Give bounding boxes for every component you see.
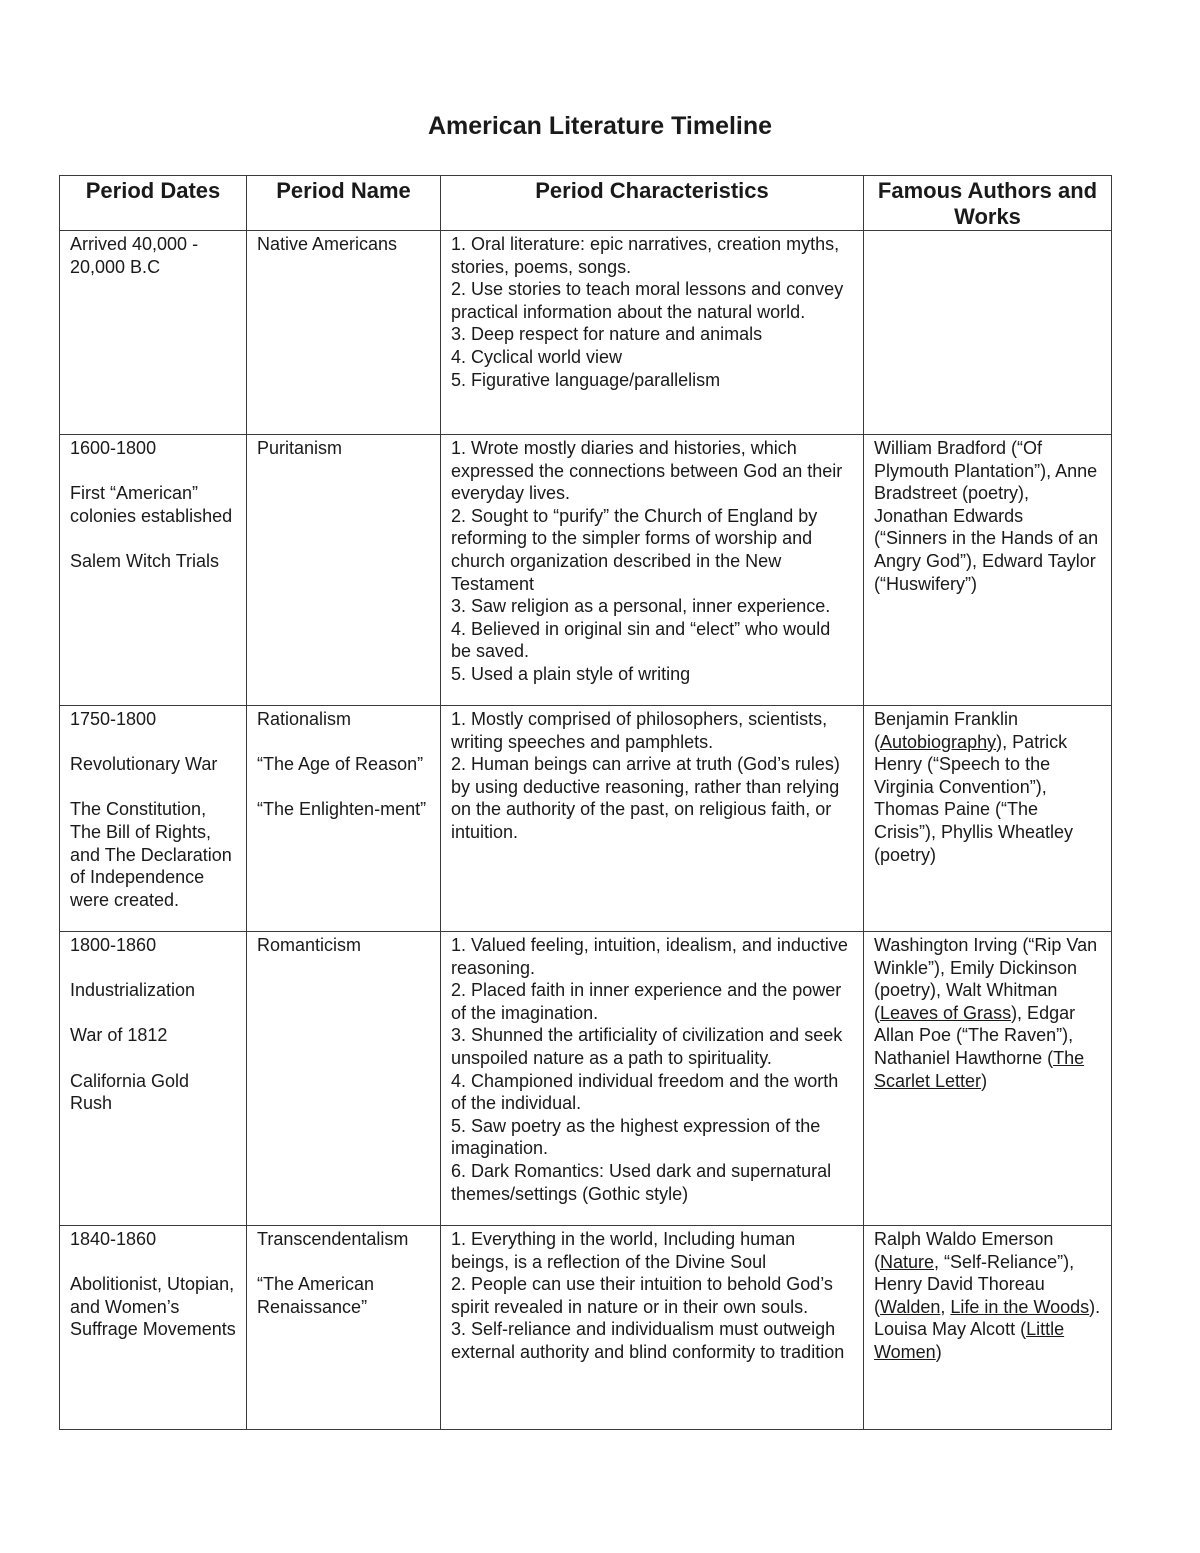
- period-characteristics-cell: [441, 932, 864, 1226]
- period-name-line: Transcendentalism: [257, 1229, 409, 1249]
- period-characteristics-cell: [441, 231, 864, 435]
- characteristic-item: 2. Human beings can arrive at truth (God’s rules) by using deductive reasoning, rather than relying on the authority of the past, on religious faith, or intuition.: [451, 754, 840, 842]
- famous-authors-cell: [864, 932, 1112, 1226]
- characteristic-item: 6. Dark Romantics: Used dark and supernatural themes/settings (Gothic style): [451, 1160, 832, 1204]
- characteristic-item: 1. Oral literature: epic narratives, creation myths, stories, poems, songs.: [451, 234, 840, 277]
- characteristic-item: 3. Self-reliance and individualism must outweigh external authority and blind conformity to tradition: [451, 1319, 845, 1362]
- period-characteristics-cell: [441, 706, 864, 932]
- period-event-line: Revolutionary War: [70, 754, 218, 775]
- authors-text: Ralph Waldo Emerson (: [874, 1229, 1054, 1272]
- characteristic-item: 3. Deep respect for nature and animals: [451, 324, 763, 345]
- period-name-line: Rationalism: [257, 709, 352, 729]
- work-title: Walden: [880, 1296, 941, 1317]
- period-date-line: 1600-1800: [70, 438, 157, 458]
- period-name-line: Native Americans: [257, 234, 398, 254]
- famous-authors-cell: [864, 435, 1112, 706]
- characteristic-item: 4. Cyclical world view: [451, 346, 623, 367]
- authors-text: ). Louisa May Alcott (: [874, 1296, 1101, 1340]
- work-title: Leaves of Grass: [880, 1002, 1012, 1023]
- table-row: [60, 932, 1112, 1226]
- authors-text: ), Patrick Henry (“Speech to the Virginia Convention”), Thomas Paine (“The Crisis”), Phyllis Wheatley (poetry): [874, 731, 1074, 865]
- period-name-line: Romanticism: [257, 935, 362, 955]
- authors-text: Washington Irving (“Rip Van Winkle”), Emily Dickinson (poetry), Walt Whitman (: [874, 935, 1098, 1023]
- characteristic-item: 5. Used a plain style of writing: [451, 663, 691, 684]
- characteristic-item: 1. Everything in the world, Including human beings, is a reflection of the Divine Soul: [451, 1229, 796, 1272]
- characteristic-item: 3. Saw religion as a personal, inner experience.: [451, 596, 831, 617]
- work-title: Little Women: [874, 1319, 1065, 1362]
- characteristic-item: 5. Figurative language/parallelism: [451, 369, 721, 390]
- period-name-cell: [247, 231, 441, 435]
- period-dates-cell: [60, 231, 247, 435]
- table-row: [60, 1226, 1112, 1430]
- period-date-line: 1840-1860: [70, 1229, 157, 1249]
- period-alt-name-line: “The Age of Reason”: [257, 754, 424, 775]
- period-alt-name-line: “The American Renaissance”: [257, 1274, 375, 1317]
- period-event-line: Abolitionist, Utopian, and Women’s Suffrage Movements: [70, 1274, 236, 1340]
- period-date-line: 1750-1800: [70, 709, 157, 729]
- period-dates-cell: [60, 932, 247, 1226]
- header-period-name: Period Name: [247, 176, 441, 231]
- work-title: Life in the Woods: [950, 1296, 1090, 1317]
- period-event-line: Industrialization: [70, 980, 196, 1001]
- period-alt-name-line: “The Enlighten-ment”: [257, 799, 427, 820]
- authors-text: Benjamin Franklin (: [874, 709, 1019, 752]
- period-characteristics-cell: [441, 1226, 864, 1430]
- period-name-cell: [247, 932, 441, 1226]
- authors-text: ,: [940, 1296, 951, 1317]
- characteristic-item: 2. Sought to “purify” the Church of England by reforming to the simpler forms of worship and church organization described in the New Testament: [451, 505, 818, 594]
- period-characteristics-cell: [441, 435, 864, 706]
- characteristic-item: 1. Valued feeling, intuition, idealism, and inductive reasoning.: [451, 935, 848, 978]
- work-title: Nature: [880, 1251, 935, 1272]
- period-date-line: 1800-1860: [70, 935, 157, 955]
- period-dates-cell: [60, 706, 247, 932]
- table-row: [60, 231, 1112, 435]
- authors-text: William Bradford (“Of Plymouth Plantation”), Anne Bradstreet (poetry), Jonathan Edwards (“Sinners in the Hands of an Angry God”), Edward Taylor (“Huswifery”): [874, 438, 1099, 594]
- period-name-cell: [247, 435, 441, 706]
- period-name-cell: [247, 706, 441, 932]
- characteristic-item: 2. Use stories to teach moral lessons and convey practical information about the natural world.: [451, 279, 844, 322]
- period-name-cell: [247, 1226, 441, 1430]
- period-date-line: Arrived 40,000 - 20,000 B.C: [70, 234, 199, 277]
- characteristic-item: 3. Shunned the artificiality of civilization and seek unspoiled nature as a path to spirituality.: [451, 1025, 843, 1068]
- header-famous-authors: Famous Authors and Works: [864, 176, 1112, 231]
- document-title: American Literature Timeline: [427, 112, 773, 140]
- authors-text: , “Self-Reliance”), Henry David Thoreau (: [874, 1251, 1075, 1317]
- work-title: The Scarlet Letter: [874, 1047, 1085, 1091]
- authors-text: ), Edgar Allan Poe (“The Raven”), Nathaniel Hawthorne (: [874, 1002, 1076, 1068]
- period-dates-cell: [60, 1226, 247, 1430]
- characteristic-item: 4. Believed in original sin and “elect” who would be saved.: [451, 618, 831, 662]
- table-row: [60, 706, 1112, 932]
- famous-authors-cell: [864, 1226, 1112, 1430]
- famous-authors-cell: [864, 706, 1112, 932]
- authors-text: ): [935, 1341, 942, 1362]
- work-title: Autobiography: [880, 731, 997, 752]
- period-event-line: War of 1812: [70, 1025, 168, 1046]
- characteristic-item: 5. Saw poetry as the highest expression of the imagination.: [451, 1115, 821, 1159]
- period-event-line: Salem Witch Trials: [70, 550, 220, 571]
- characteristic-item: 4. Championed individual freedom and the worth of the individual.: [451, 1070, 839, 1114]
- characteristic-item: 2. Placed faith in inner experience and the power of the imagination.: [451, 980, 842, 1023]
- period-name-line: Puritanism: [257, 438, 343, 458]
- characteristic-item: 1. Mostly comprised of philosophers, scientists, writing speeches and pamphlets.: [451, 709, 828, 752]
- header-period-dates: Period Dates: [60, 176, 247, 231]
- header-period-characteristics: Period Characteristics: [441, 176, 864, 231]
- period-dates-cell: [60, 435, 247, 706]
- famous-authors-cell: [864, 231, 1112, 435]
- period-event-line: First “American” colonies established: [70, 483, 233, 526]
- period-event-line: California Gold Rush: [70, 1070, 190, 1114]
- authors-text: ): [981, 1070, 988, 1091]
- table-row: [60, 435, 1112, 706]
- period-event-line: The Constitution, The Bill of Rights, and The Declaration of Independence were created.: [70, 799, 232, 910]
- characteristic-item: 1. Wrote mostly diaries and histories, which expressed the connections between God an their everyday lives.: [451, 438, 843, 504]
- characteristic-item: 2. People can use their intuition to behold God’s spirit revealed in nature or in their own souls.: [451, 1274, 833, 1317]
- header-row: [60, 176, 1112, 231]
- timeline-table: [59, 175, 1112, 1430]
